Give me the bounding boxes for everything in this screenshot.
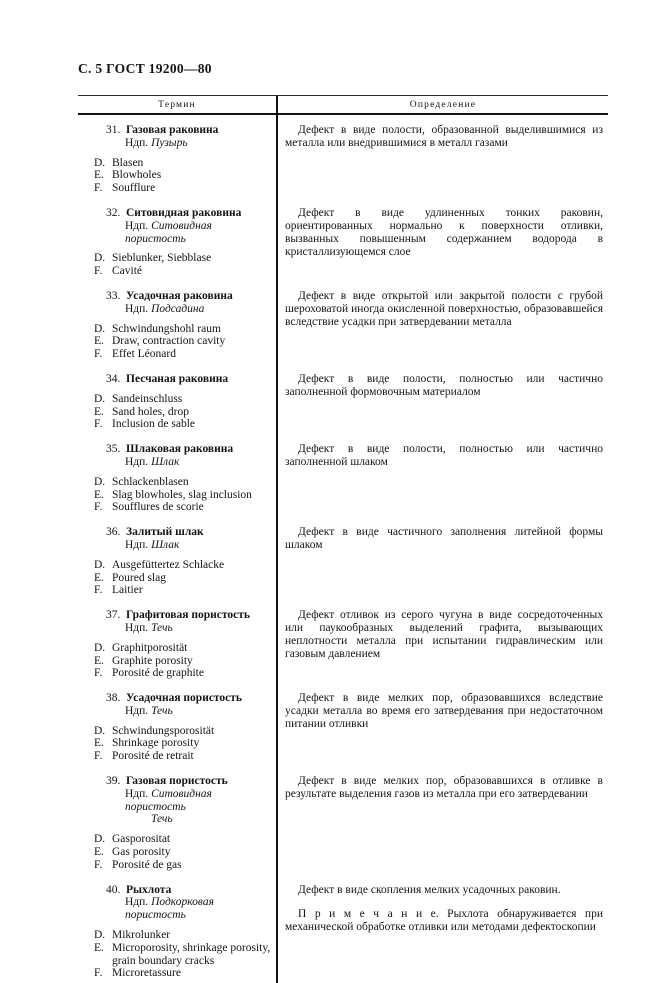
translation-line-d: D. Graphitporosität bbox=[94, 641, 188, 654]
entry-number: 40. bbox=[106, 883, 121, 896]
translation-line-e: E. Slag blowholes, slag inclusion bbox=[94, 488, 252, 501]
translation-line-f: F. Laitier bbox=[94, 584, 143, 597]
translation-line-e: E. Blowholes bbox=[94, 169, 162, 182]
translation-line-e: E. Poured slag bbox=[94, 571, 166, 584]
entry-ndp: Ндп. Ситовидная пористость bbox=[125, 219, 212, 245]
entry-definition: Дефект в виде полости, полностью или частично заполненной шлаком bbox=[285, 443, 603, 469]
translation-line-e: E. Graphite porosity bbox=[94, 654, 193, 667]
entry-term-line bbox=[78, 526, 272, 539]
translation-line-d: D. Sieblunker, Siebblase bbox=[94, 252, 212, 265]
translation-line-f: F. Porosité de retrait bbox=[94, 750, 194, 763]
entry-definition: Дефект в виде полости, полностью или частично заполненной формовочным материалом bbox=[285, 372, 603, 398]
entry-term: Газовая пористость bbox=[126, 775, 228, 788]
table-row bbox=[78, 115, 608, 198]
translation-line-d: D. Schwindungshohl raum bbox=[94, 322, 221, 335]
translation-line-d: D. Gasporositat bbox=[94, 833, 171, 846]
entry-number: 33. bbox=[106, 289, 121, 302]
translation-line-f: F. Cavité bbox=[94, 265, 143, 278]
translation-line-e: E. Microporosity, shrinkage porosity, grain boundary cracks bbox=[94, 941, 271, 967]
table-row bbox=[78, 434, 608, 517]
translation-line-f: F. Effet Léonard bbox=[94, 348, 176, 361]
table-row bbox=[78, 683, 608, 766]
entry-definition: Дефект в виде скопления мелких усадочных раковин. bbox=[298, 883, 561, 896]
entry-number: 37. bbox=[106, 609, 121, 622]
table-row bbox=[78, 364, 608, 434]
entry-number: 31. bbox=[106, 124, 121, 136]
translation-line-e: E. Gas porosity bbox=[94, 846, 171, 859]
entry-term: Усадочная пористость bbox=[126, 692, 243, 705]
table-row bbox=[78, 517, 608, 600]
table-row bbox=[78, 766, 608, 875]
entry-number: 36. bbox=[106, 526, 121, 539]
translation-line-f: F. Soufflure bbox=[94, 182, 156, 195]
table-row bbox=[78, 198, 608, 281]
entry-term-line bbox=[78, 373, 272, 386]
translation-line-d: D. Blasen bbox=[94, 156, 144, 169]
entry-definition: Дефект в виде удлиненных тонких раковин, ориентированных нормально к поверхности отливки, вызванных повышенным содержанием водорода в кристаллизующемся слое bbox=[285, 206, 603, 258]
translation-line-f: F. Porosité de gas bbox=[94, 858, 182, 871]
entry-definition: Дефект в виде мелких пор, образовавшихся вследствие усадки металла во время его затвердевания при недостаточном питании отливки bbox=[285, 692, 603, 731]
entry-term-line bbox=[78, 290, 272, 303]
translation-line-d: D. Sandeinschluss bbox=[94, 392, 183, 405]
entry-term: Рыхлота bbox=[126, 883, 172, 896]
entry-number: 39. bbox=[106, 775, 121, 788]
entry-term: Усадочная раковина bbox=[126, 289, 233, 302]
entry-definition: Дефект в виде частичного заполнения литейной формы шлаком bbox=[285, 526, 603, 552]
entry-number: 38. bbox=[106, 692, 121, 705]
table-row bbox=[78, 281, 608, 364]
entry-term-line bbox=[78, 609, 272, 622]
translation-line-f: F. Soufflures de scorie bbox=[94, 501, 204, 514]
terms-table bbox=[78, 95, 608, 983]
translation-line-d: D. Schwindungsporosität bbox=[94, 724, 215, 737]
entry-term-line bbox=[78, 124, 272, 137]
translation-line-f: F. Porosité de graphite bbox=[94, 667, 204, 680]
translation-line-d: D. Schlackenblasen bbox=[94, 475, 189, 488]
entry-definition: Дефект отливок из серого чугуна в виде сосредоточенных или паукообразных выделений графита, вызывающих неплотности металла при испытании гидравлическим или газовым давлением bbox=[285, 609, 603, 661]
entry-term: Ситовидная раковина bbox=[126, 206, 242, 219]
entry-term: Залитый шлак bbox=[126, 526, 204, 539]
translation-line-e: E. Sand holes, drop bbox=[94, 405, 189, 418]
entry-number: 34. bbox=[106, 372, 121, 385]
table-row bbox=[78, 875, 608, 983]
translation-line-e: E. Shrinkage porosity bbox=[94, 737, 200, 750]
table-header-row bbox=[78, 95, 608, 115]
entry-definition: Дефект в виде мелких пор, образовавшихся в отливке в результате выделения газов из металла при его затвердевании bbox=[285, 775, 603, 801]
entry-ndp: Ндп. Подкорковая пористость bbox=[125, 896, 214, 922]
entry-number: 35. bbox=[106, 443, 121, 456]
entry-number: 32. bbox=[106, 206, 121, 219]
entry-ndp: Ндп. Ситовидная пористость bbox=[125, 787, 212, 813]
translation-line-f: F. Inclusion de sable bbox=[94, 418, 196, 431]
entry-ndp: Ндп. Пузырь bbox=[125, 136, 188, 149]
entry-term: Шлаковая раковина bbox=[126, 443, 234, 456]
entry-term: Графитовая пористость bbox=[126, 609, 250, 622]
entry-ndp: Ндп. Подсадина bbox=[125, 302, 205, 315]
table-row bbox=[78, 600, 608, 683]
entry-definition: Дефект в виде полости, образованной выделившимися из металла или внедрившимися в металл газами bbox=[285, 124, 603, 149]
entry-term-line bbox=[78, 775, 272, 788]
entry-ndp-second: Течь bbox=[151, 813, 173, 826]
translation-line-d: D. Ausgefüttertez Schlacke bbox=[94, 558, 225, 571]
entry-term-line bbox=[78, 443, 272, 456]
entry-ndp: Ндп. Шлак bbox=[125, 455, 180, 468]
entry-term: Газовая раковина bbox=[126, 124, 219, 136]
entry-definition: Дефект в виде открытой или закрытой полости с грубой шероховатой иногда окисленной поверхностью, образовавшейся вследствие усадки при затвердевании металла bbox=[285, 289, 603, 328]
page-title: С. 5 ГОСТ 19200—80 bbox=[78, 61, 212, 76]
translation-line-d: D. Mikrolunker bbox=[94, 929, 171, 942]
entry-ndp: Ндп. Течь bbox=[125, 704, 173, 717]
column-header-definition: Определение bbox=[276, 96, 608, 113]
translation-line-f: F. Microretassure bbox=[94, 967, 181, 980]
column-header-term: Термин bbox=[158, 100, 196, 110]
entry-term-line bbox=[78, 207, 272, 220]
entry-ndp: Ндп. Шлак bbox=[125, 538, 180, 551]
entry-term-line bbox=[78, 692, 272, 705]
entry-term: Песчаная раковина bbox=[126, 372, 229, 385]
entry-definition-note: П р и м е ч а н и е. Рыхлота обнаруживается при механической обработке отливки или методами дефектоскопии bbox=[285, 907, 603, 933]
entry-term-line bbox=[78, 884, 272, 897]
entry-ndp: Ндп. Течь bbox=[125, 621, 173, 634]
translation-line-e: E. Draw, contraction cavity bbox=[94, 335, 226, 348]
